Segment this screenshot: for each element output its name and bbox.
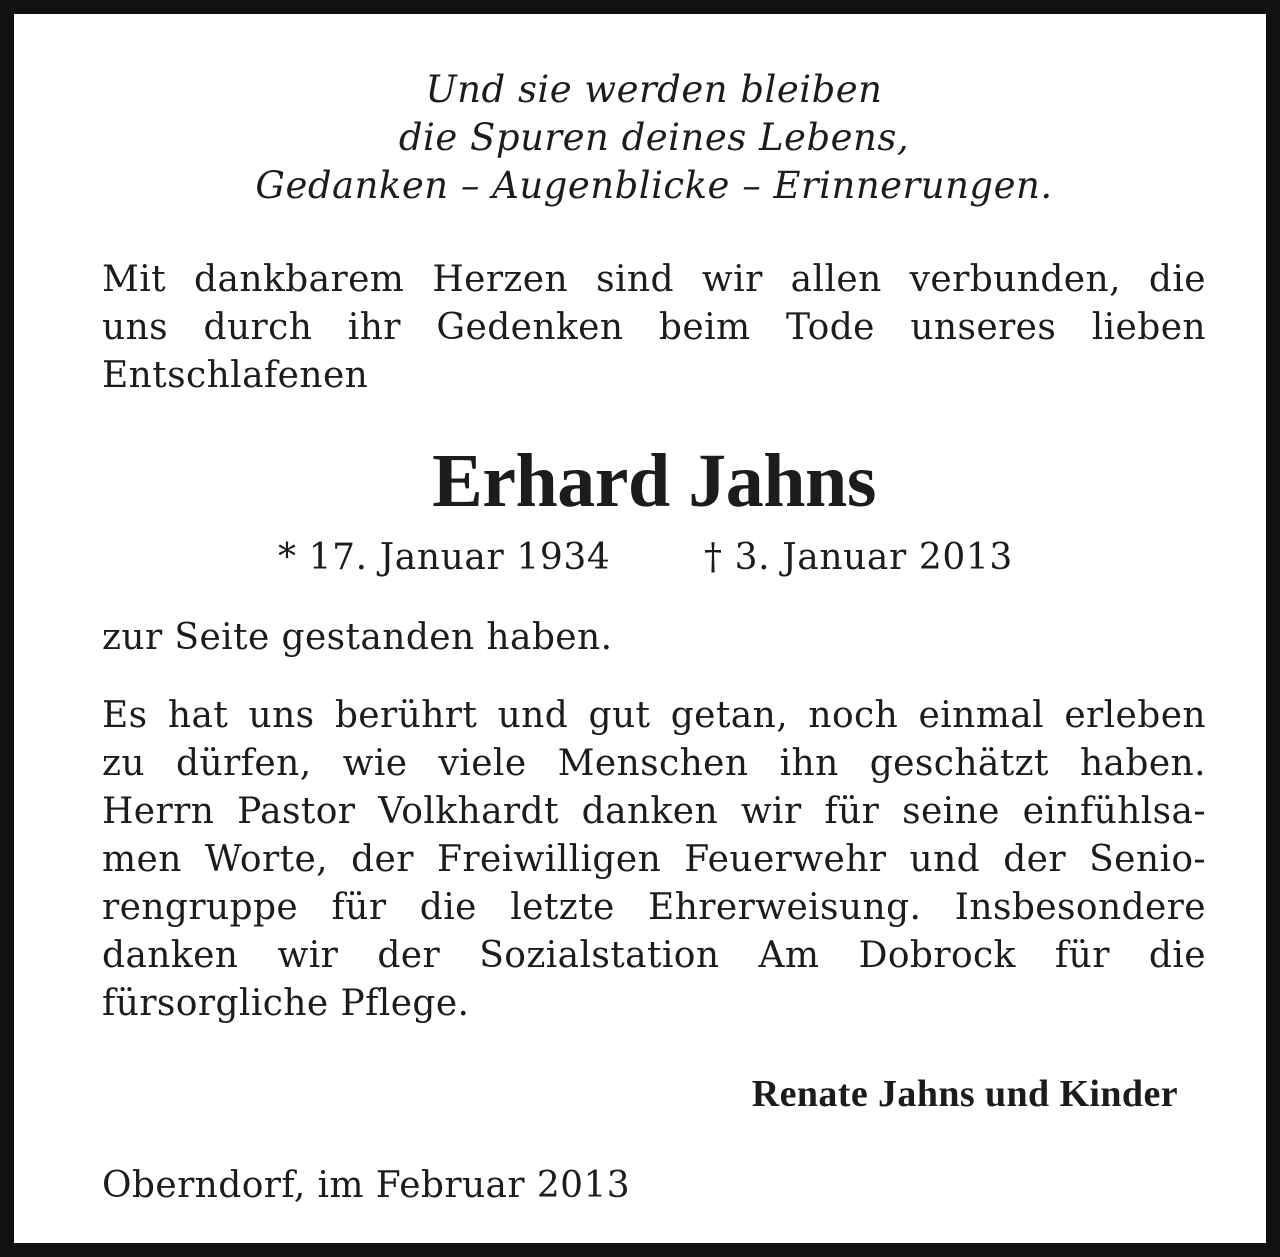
thanks-line-2: zu dürfen, wie viele Menschen ihn geschätzt haben. [102, 743, 1206, 784]
thanks-line-5: rengruppe für die letzte Ehrerweisung. Insbesondere [102, 887, 1206, 928]
motto-line-3: Gedanken – Augenblicke – Erinnerungen. [255, 164, 1053, 207]
intro-line-2: uns durch ihr Gedenken beim Tode unseres lieben [102, 307, 1206, 348]
deceased-name: Erhard Jahns [432, 439, 876, 523]
motto-line-1: Und sie werden bleiben [425, 68, 883, 111]
thanks-line-1: Es hat uns berührt und gut getan, noch einmal erleben [102, 695, 1206, 736]
after-name-text [102, 614, 1206, 662]
signature: Renate Jahns und Kinder [751, 1073, 1178, 1115]
thanks-paragraph [102, 692, 1206, 1028]
death-date: † 3. Januar 2013 [704, 537, 1013, 578]
thanks-line-6: danken wir der Sozialstation Am Dobrock für die [102, 935, 1206, 976]
intro-paragraph [102, 256, 1206, 400]
thanks-line-4: men Worte, der Freiwilligen Feuerwehr und der Senio- [102, 839, 1206, 880]
after-name-line: zur Seite gestanden haben. [102, 617, 613, 658]
motto-verse [14, 66, 1280, 210]
birth-date: * 17. Januar 1934 [278, 537, 611, 578]
motto-line-2: die Spuren deines Lebens, [398, 116, 910, 159]
intro-line-1: Mit dankbarem Herzen sind wir allen verbunden, die [102, 259, 1206, 300]
thanks-line-3: Herrn Pastor Volkhardt danken wir für seine einfühlsa- [102, 791, 1206, 832]
intro-line-3: Entschlafenen [102, 355, 369, 396]
thanks-line-7: fürsorgliche Pflege. [102, 983, 470, 1024]
place-and-date: Oberndorf, im Februar 2013 [102, 1165, 631, 1206]
